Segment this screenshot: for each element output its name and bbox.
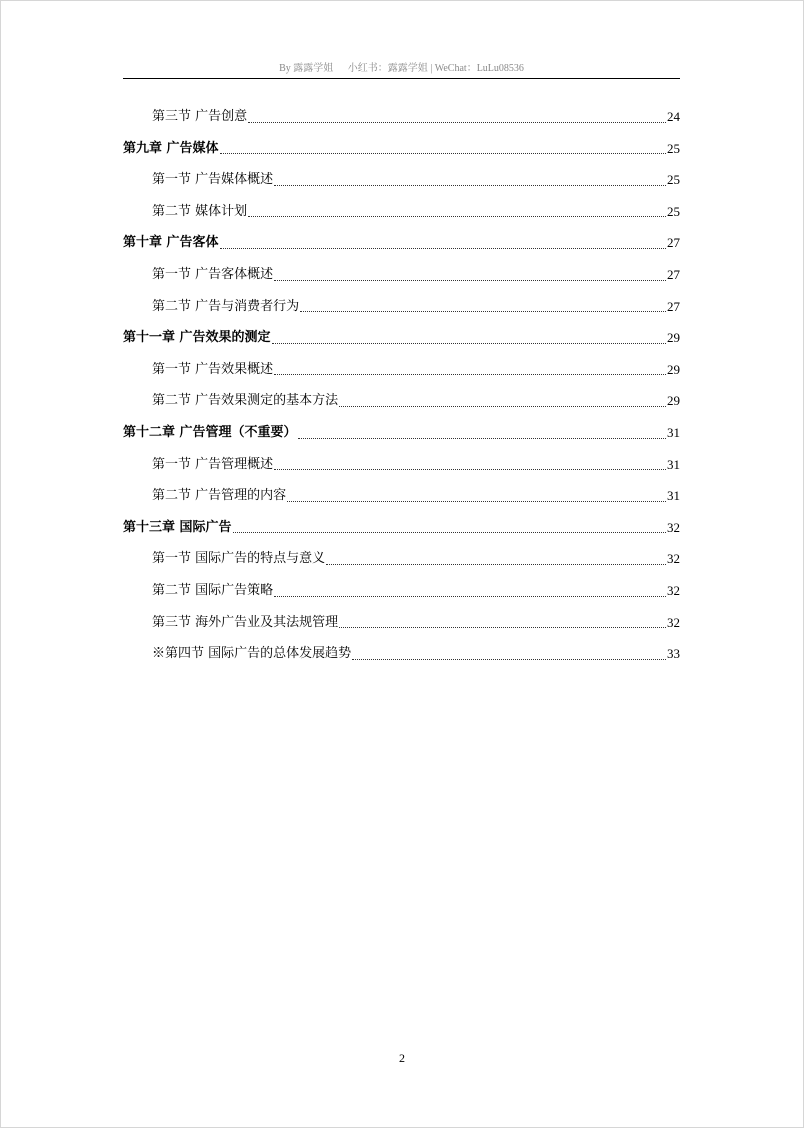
toc-entry-page-number: 25	[667, 172, 680, 188]
toc-entry-page-number: 24	[667, 109, 680, 124]
toc-entry-title: 第一节 广告效果概述	[152, 361, 274, 377]
toc-section-entry[interactable]	[123, 101, 680, 133]
toc-dot-leader	[248, 121, 666, 123]
toc-section-entry[interactable]	[123, 354, 680, 386]
toc-dot-leader	[326, 563, 666, 565]
toc-section-entry[interactable]	[123, 638, 680, 670]
toc-entry-title: 第一节 广告媒体概述	[152, 172, 274, 188]
toc-dot-leader	[220, 152, 666, 154]
toc-entry-title: 第一节 广告客体概述	[152, 266, 274, 282]
toc-dot-leader	[220, 247, 666, 249]
toc-entry-title: 第二节 国际广告策略	[152, 582, 274, 598]
page-number: 2	[399, 1051, 405, 1065]
toc-section-entry[interactable]	[123, 480, 680, 512]
toc-dot-leader	[274, 279, 666, 281]
toc-entry-title: 第一节 广告管理概述	[152, 456, 274, 472]
toc-entry-title: 第二节 广告与消费者行为	[152, 298, 300, 314]
toc-entry-page-number: 27	[667, 298, 680, 314]
toc-chapter-entry[interactable]	[123, 322, 680, 354]
toc-dot-leader	[274, 373, 666, 375]
toc-entry-page-number: 32	[667, 614, 680, 630]
toc-entry-page-number: 32	[667, 582, 680, 598]
toc-entry-page-number: 25	[667, 203, 680, 219]
toc-dot-leader	[300, 310, 666, 312]
table-of-contents	[123, 101, 680, 670]
header-author: By 露露学姐	[279, 63, 334, 74]
toc-entry-page-number: 27	[667, 235, 680, 251]
toc-entry-title: 第十章 广告客体	[123, 235, 219, 251]
toc-entry-title: 第十三章 国际广告	[123, 519, 232, 535]
header-contact: 小红书：露露学姐 | WeChat：LuLu08536	[347, 63, 524, 74]
toc-section-entry[interactable]	[123, 449, 680, 481]
toc-entry-title: 第三节 广告创意	[152, 109, 248, 124]
toc-dot-leader	[298, 437, 666, 439]
toc-section-entry[interactable]	[123, 575, 680, 607]
toc-chapter-entry[interactable]	[123, 417, 680, 449]
toc-dot-leader	[274, 595, 666, 597]
toc-entry-title: 第十一章 广告效果的测定	[123, 330, 271, 346]
toc-entry-page-number: 31	[667, 424, 680, 440]
toc-dot-leader	[233, 531, 666, 533]
toc-section-entry[interactable]	[123, 164, 680, 196]
toc-entry-title: 第二节 媒体计划	[152, 203, 248, 219]
toc-section-entry[interactable]	[123, 543, 680, 575]
toc-dot-leader	[287, 500, 666, 502]
toc-entry-page-number: 32	[667, 519, 680, 535]
toc-entry-title: 第十二章 广告管理（不重要）	[123, 424, 297, 440]
toc-entry-page-number: 29	[667, 330, 680, 346]
toc-dot-leader	[339, 405, 666, 407]
toc-section-entry[interactable]	[123, 607, 680, 639]
page-header	[123, 59, 680, 79]
toc-entry-page-number: 32	[667, 551, 680, 567]
toc-section-entry[interactable]	[123, 385, 680, 417]
toc-entry-page-number: 31	[667, 488, 680, 504]
toc-entry-page-number: 29	[667, 361, 680, 377]
toc-entry-title: 第二节 广告管理的内容	[152, 488, 287, 504]
toc-dot-leader	[339, 626, 666, 628]
toc-chapter-entry[interactable]	[123, 512, 680, 544]
toc-chapter-entry[interactable]	[123, 227, 680, 259]
toc-entry-page-number: 31	[667, 456, 680, 472]
toc-section-entry[interactable]	[123, 291, 680, 323]
toc-chapter-entry[interactable]	[123, 133, 680, 165]
toc-dot-leader	[272, 342, 666, 344]
toc-entry-page-number: 25	[667, 140, 680, 156]
toc-dot-leader	[274, 184, 666, 186]
toc-entry-title: 第九章 广告媒体	[123, 140, 219, 156]
toc-entry-page-number: 29	[667, 393, 680, 409]
toc-entry-title: 第一节 国际广告的特点与意义	[152, 551, 326, 567]
toc-entry-title: 第三节 海外广告业及其法规管理	[152, 614, 339, 630]
toc-entry-page-number: 33	[667, 646, 680, 662]
toc-entry-title: 第二节 广告效果测定的基本方法	[152, 393, 339, 409]
toc-dot-leader	[352, 658, 666, 660]
toc-section-entry[interactable]	[123, 259, 680, 291]
toc-entry-page-number: 27	[667, 266, 680, 282]
toc-dot-leader	[248, 215, 666, 217]
toc-section-entry[interactable]	[123, 196, 680, 228]
toc-dot-leader	[274, 468, 666, 470]
toc-entry-title: ※第四节 国际广告的总体发展趋势	[152, 646, 352, 662]
